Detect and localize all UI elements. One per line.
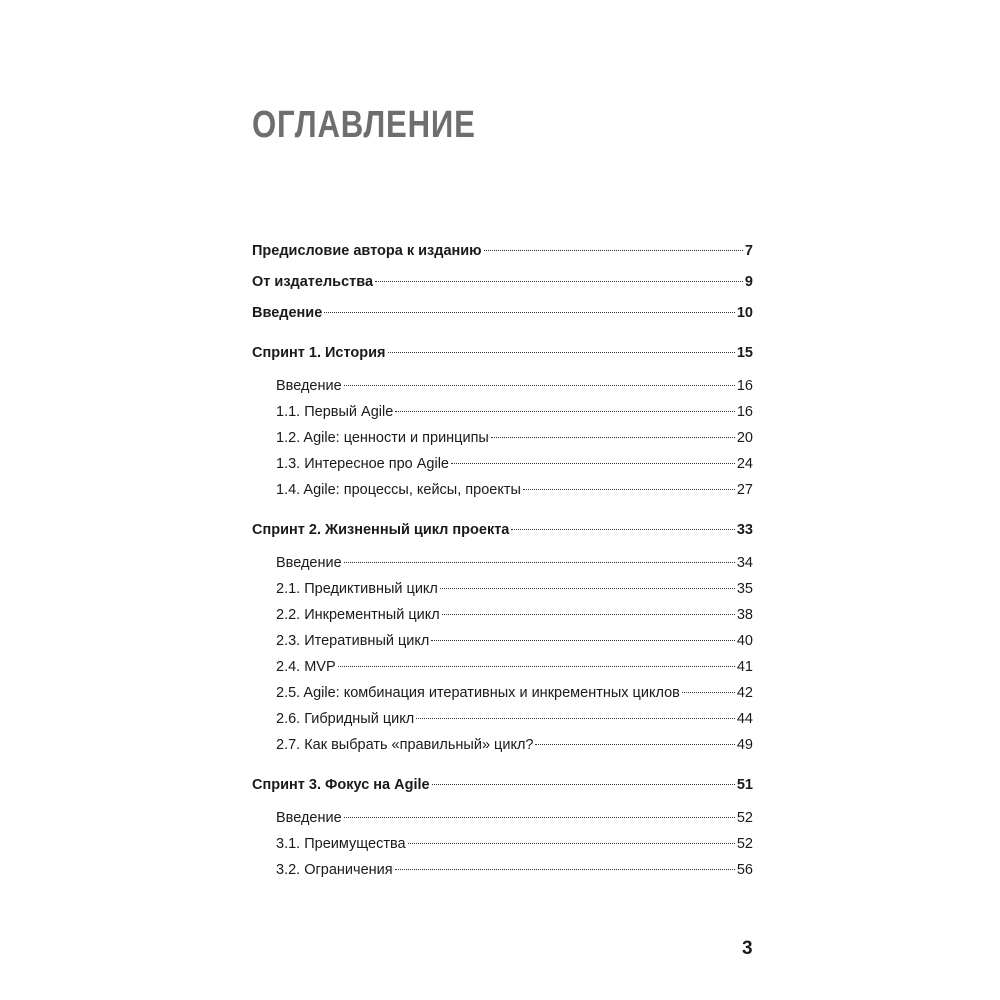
toc-entry-label: 2.4. MVP xyxy=(276,659,336,675)
toc-entry-page: 56 xyxy=(736,862,753,878)
dot-leader xyxy=(344,817,735,818)
dot-leader xyxy=(344,562,735,563)
dot-leader xyxy=(395,411,735,412)
dot-leader xyxy=(344,385,735,386)
toc-entry xyxy=(252,238,753,264)
toc-entry-label: 1.2. Agile: ценности и принципы xyxy=(276,430,489,446)
dot-leader xyxy=(682,692,735,693)
toc-entry-label: 1.4. Agile: процессы, кейсы, проекты xyxy=(276,482,521,498)
toc-entry-page: 15 xyxy=(736,345,753,361)
toc-entry-label: Введение xyxy=(276,555,342,571)
dot-leader xyxy=(395,869,735,870)
toc-subentry xyxy=(252,451,753,477)
toc-subentry xyxy=(252,654,753,680)
toc-entry-label: От издательства xyxy=(252,274,374,290)
toc-chapter xyxy=(252,340,753,366)
toc-entry-page: 38 xyxy=(736,607,753,623)
toc-subentry xyxy=(252,706,753,732)
toc-chapter xyxy=(252,517,753,543)
dot-leader xyxy=(408,843,735,844)
toc-entry-label: 2.5. Agile: комбинация итеративных и инкрементных циклов xyxy=(276,685,680,701)
toc-entry-page: 33 xyxy=(736,522,753,538)
toc-entry-label: 2.2. Инкрементный цикл xyxy=(276,607,440,623)
dot-leader xyxy=(416,718,735,719)
toc-entry-page: 24 xyxy=(736,456,753,472)
dot-leader xyxy=(523,489,735,490)
dot-leader xyxy=(388,352,735,353)
dot-leader xyxy=(338,666,735,667)
dot-leader xyxy=(440,588,735,589)
toc-entry-label: 1.1. Первый Agile xyxy=(276,404,394,420)
toc-entry-label: Введение xyxy=(276,810,342,826)
table-of-contents xyxy=(252,238,753,883)
toc-entry-label: 3.1. Преимущества xyxy=(276,836,406,852)
toc-subentry xyxy=(252,576,753,602)
dot-leader xyxy=(442,614,735,615)
toc-entry-page: 9 xyxy=(744,274,753,290)
dot-leader xyxy=(324,312,735,313)
toc-subentry xyxy=(252,602,753,628)
toc-subentry xyxy=(252,680,753,706)
toc-entry-page: 34 xyxy=(736,555,753,571)
toc-subentry xyxy=(252,628,753,654)
dot-leader xyxy=(535,744,734,745)
toc-entry-page: 44 xyxy=(736,711,753,727)
toc-entry-page: 7 xyxy=(744,243,753,259)
dot-leader xyxy=(451,463,735,464)
toc-subentry xyxy=(252,373,753,399)
dot-leader xyxy=(491,437,735,438)
toc-subentry xyxy=(252,477,753,503)
toc-subentry xyxy=(252,831,753,857)
toc-chapter xyxy=(252,772,753,798)
toc-entry-label: 3.2. Ограничения xyxy=(276,862,393,878)
toc-entry-label: 2.6. Гибридный цикл xyxy=(276,711,415,727)
toc-entry-page: 52 xyxy=(736,810,753,826)
toc-entry-page: 40 xyxy=(736,633,753,649)
toc-entry-label: 2.7. Как выбрать «правильный» цикл? xyxy=(276,737,534,753)
dot-leader xyxy=(432,784,735,785)
toc-entry-label: Спринт 2. Жизненный цикл проекта xyxy=(252,522,510,538)
toc-subentry xyxy=(252,399,753,425)
toc-entry-page: 52 xyxy=(736,836,753,852)
toc-entry xyxy=(252,269,753,295)
dot-leader xyxy=(375,281,743,282)
toc-entry-page: 16 xyxy=(736,378,753,394)
toc-entry-label: Спринт 3. Фокус на Agile xyxy=(252,777,430,793)
toc-subentry xyxy=(252,805,753,831)
toc-entry-page: 16 xyxy=(736,404,753,420)
toc-entry-page: 20 xyxy=(736,430,753,446)
toc-entry-page: 35 xyxy=(736,581,753,597)
toc-entry-label: 2.1. Предиктивный цикл xyxy=(276,581,438,597)
toc-entry-label: 2.3. Итеративный цикл xyxy=(276,633,430,649)
toc-entry-label: 1.3. Интересное про Agile xyxy=(276,456,449,472)
toc-entry-page: 51 xyxy=(736,777,753,793)
toc-subentry xyxy=(252,857,753,883)
toc-entry-label: Предисловие автора к изданию xyxy=(252,243,482,259)
toc-entry-page: 49 xyxy=(736,737,753,753)
toc-entry xyxy=(252,300,753,326)
dot-leader xyxy=(431,640,734,641)
page-number: 3 xyxy=(742,938,753,959)
toc-subentry xyxy=(252,550,753,576)
toc-subentry xyxy=(252,425,753,451)
toc-entry-label: Введение xyxy=(276,378,342,394)
page-title: ОГЛАВЛЕНИЕ xyxy=(252,104,476,146)
toc-entry-label: Спринт 1. История xyxy=(252,345,386,361)
dot-leader xyxy=(484,250,743,251)
dot-leader xyxy=(511,529,734,530)
toc-entry-page: 42 xyxy=(736,685,753,701)
toc-entry-page: 41 xyxy=(736,659,753,675)
toc-subentry xyxy=(252,732,753,758)
toc-entry-label: Введение xyxy=(252,305,323,321)
toc-entry-page: 27 xyxy=(736,482,753,498)
toc-entry-page: 10 xyxy=(736,305,753,321)
